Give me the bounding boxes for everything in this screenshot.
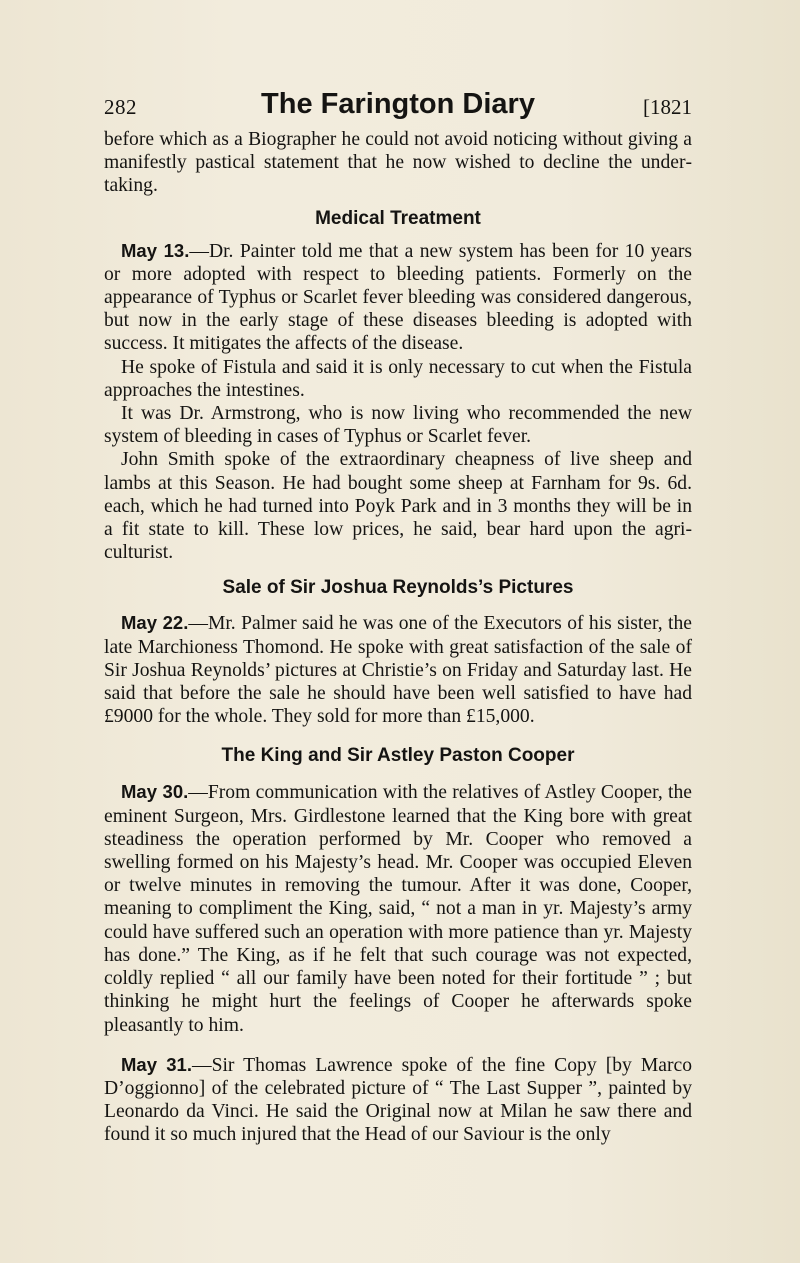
entry-date: May 30. — [121, 781, 189, 803]
supper-paragraph-1 — [104, 1053, 692, 1147]
medical-paragraph-4: John Smith spoke of the extraordinary cheapness of live sheep and lambs at this Season. He had bought some sheep at Farnham for 9s. 6d. each, which he had turned into Poyk Park and in 3 months they will be in a fit state to kill. These low prices, he said, bear hard upon the agriculturist. — [104, 449, 692, 564]
page-number: 282 — [104, 95, 137, 119]
header-year: [1821 — [643, 95, 692, 119]
entry-date: May 31. — [121, 1053, 192, 1075]
paragraph-text: —From communication with the relatives of Astley Cooper, the eminent Surgeon, Mrs. Girdlestone learned that the King bore with great steadiness the operation performed by Mr. Cooper who removed a swelling formed on his Majesty’s head. Mr. Cooper was occupied Eleven or twelve minutes in removing the tumour. After it was done, Cooper, meaning to compliment the King, said, “ not a man in yr. Majesty’s army could have suffered such an operation with more patience than yr. Majesty has done.” The King, as if he felt that such courage was not expected, coldly replied “ all our family have been noted for their fortitude ” ; but thinking he might hurt the feelings of Cooper he afterwards spoke pleasantly to him. — [104, 782, 692, 1036]
page-header — [104, 88, 692, 128]
section-heading-king: The King and Sir Astley Paston Cooper — [221, 745, 575, 767]
section-heading-sale: Sale of Sir Joshua Reynolds’s Pictures — [222, 577, 574, 599]
sale-paragraph-1 — [104, 611, 692, 728]
medical-paragraph-1 — [104, 239, 692, 356]
paragraph-text: —Sir Thomas Lawrence spoke of the fine Copy [by Marco D’oggionno] of the celebrated picture of “ The Last Supper ”, painted by Leonardo da Vinci. He said the Original now at Milan he saw there and found it so much injured that the Head of our Saviour is the only — [104, 1054, 692, 1146]
section-heading-medical: Medical Treatment — [315, 207, 481, 229]
page-body — [104, 128, 692, 1147]
intro-paragraph: before which as a Biographer he could not avoid noticing without giving a manifestly pastical statement that he now wished to decline the undertaking. — [104, 129, 692, 197]
medical-paragraph-2: He spoke of Fistula and said it is only necessary to cut when the Fistula approaches the intestines. — [104, 356, 692, 401]
king-paragraph-1 — [104, 780, 692, 1036]
running-title: The Farington Diary — [261, 88, 535, 120]
medical-paragraph-3: It was Dr. Armstrong, who is now living who recommended the new system of bleeding in cases of Typhus or Scarlet fever. — [104, 403, 692, 448]
paragraph-gap — [104, 1037, 692, 1053]
entry-date: May 22. — [121, 612, 189, 634]
paragraph-text: —Dr. Painter told me that a new system has been for 10 years or more adopted with respect to bleeding patients. Formerly on the appearance of Typhus or Scarlet fever bleeding was considered dangerous, but now in the early stage of these diseases bleeding is adopted with success. It mitigates the affects of the disease. — [104, 240, 692, 355]
entry-date: May 13. — [121, 239, 190, 261]
paragraph-text: —Mr. Palmer said he was one of the Executors of his sister, the late Marchioness Thomond. He spoke with great satisfaction of the sale of Sir Joshua Reynolds’ pictures at Christie’s on Friday and Saturday last. He said that before the sale he should have been well satisfied to have had £9000 for the whole. They sold for more than £15,000. — [104, 613, 692, 728]
